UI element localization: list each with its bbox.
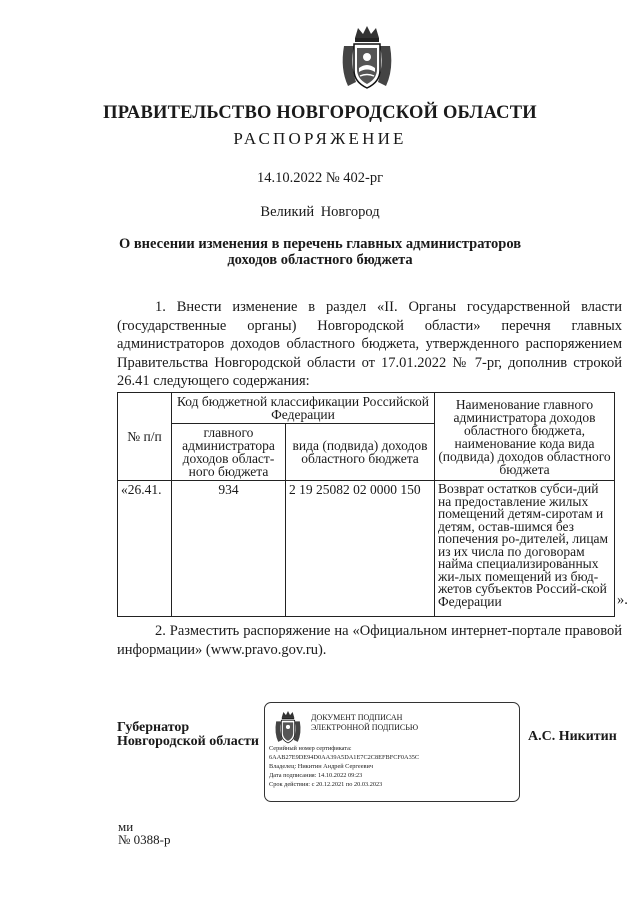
header-budget-code: Код бюджетной классификации Российской Федерации xyxy=(172,393,435,424)
stamp-cert-value: 6AAB27E9DE94D0AA39A5DA1E7C2C8EFBFCF0A35C xyxy=(269,754,420,761)
stamp-title-line-2: ЭЛЕКТРОННОЙ ПОДПИСЬЮ xyxy=(311,723,419,732)
header-admin-code: главного администратора доходов област-ного бюджета xyxy=(172,424,286,481)
cell-admin-code: 934 xyxy=(172,481,286,617)
header-name: Наименование главного администратора доходов областного бюджета, наименование кода вида (подвида) доходов областного бюджета xyxy=(435,393,615,481)
stamp-title xyxy=(311,713,418,733)
closing-quote: ». xyxy=(617,592,628,608)
subject-line-1: О внесении изменения в перечень главных администраторов xyxy=(118,236,522,252)
cell-number: «26.41. xyxy=(118,481,172,617)
city: Великий Новгород xyxy=(260,204,380,220)
signer-name: А.С. Никитин xyxy=(528,729,617,744)
paragraph-1: 1. Внести изменение в раздел «II. Органы государственной власти (государственные органы) Новгородской области» перечня главных администраторов доходов областного бюджета, утвержденного распоряжением Правительства Новгородской области от 17.01.2022 № 7-рг, дополнив строкой 26.41 следующего содержания: xyxy=(117,299,622,389)
stamp-validity: Срок действия: с 20.12.2021 по 20.03.2023 xyxy=(269,781,383,788)
document-type: РАСПОРЯЖЕНИЕ xyxy=(233,129,407,148)
cell-income-name: Возврат остатков субси-дий на предоставление жилых помещений детям-сиротам и детям, остав-шимся без попечения ро-дителей, лицам из их числа по договорам найма специализированных жи-лых помещений из бюд-жетов субъектов Россий-ской Федерации xyxy=(435,481,615,617)
stamp-title-line-1: ДОКУМЕНТ ПОДПИСАН xyxy=(311,713,403,722)
signer-position xyxy=(117,721,259,749)
registration-number: № 0388-р xyxy=(118,832,171,847)
signer-position-line-1: Губернатор xyxy=(117,720,190,735)
stamp-signed-date: Дата подписания: 14.10.2022 09:23 xyxy=(269,772,363,779)
document-subject xyxy=(0,236,640,268)
budget-classification-table xyxy=(117,392,615,617)
header-kind-code: вида (подвида) доходов областного бюджета xyxy=(286,424,435,481)
stamp-cert-label: Серийный номер сертификата: xyxy=(269,745,352,752)
cell-income-code: 2 19 25082 02 0000 150 xyxy=(286,481,435,617)
date-and-number: 14.10.2022 № 402-рг xyxy=(256,170,384,186)
table-row xyxy=(118,481,615,617)
executor-initials: ми xyxy=(118,819,134,834)
stamp-owner: Владелец: Никитин Андрей Сергеевич xyxy=(269,763,374,770)
government-title: ПРАВИТЕЛЬСТВО НОВГОРОДСКОЙ ОБЛАСТИ xyxy=(103,103,537,123)
coat-of-arms-icon xyxy=(338,24,396,94)
electronic-signature-stamp xyxy=(264,702,520,802)
coat-of-arms-icon xyxy=(273,710,303,746)
paragraph-2: 2. Разместить распоряжение на «Официальном интернет-портале правовой информации» (www.pravo.gov.ru). xyxy=(117,623,622,658)
signer-position-line-2: Новгородской области xyxy=(117,734,259,749)
footer xyxy=(118,820,170,846)
subject-line-2: доходов областного бюджета xyxy=(227,252,413,268)
header-number: № п/п xyxy=(118,393,172,481)
